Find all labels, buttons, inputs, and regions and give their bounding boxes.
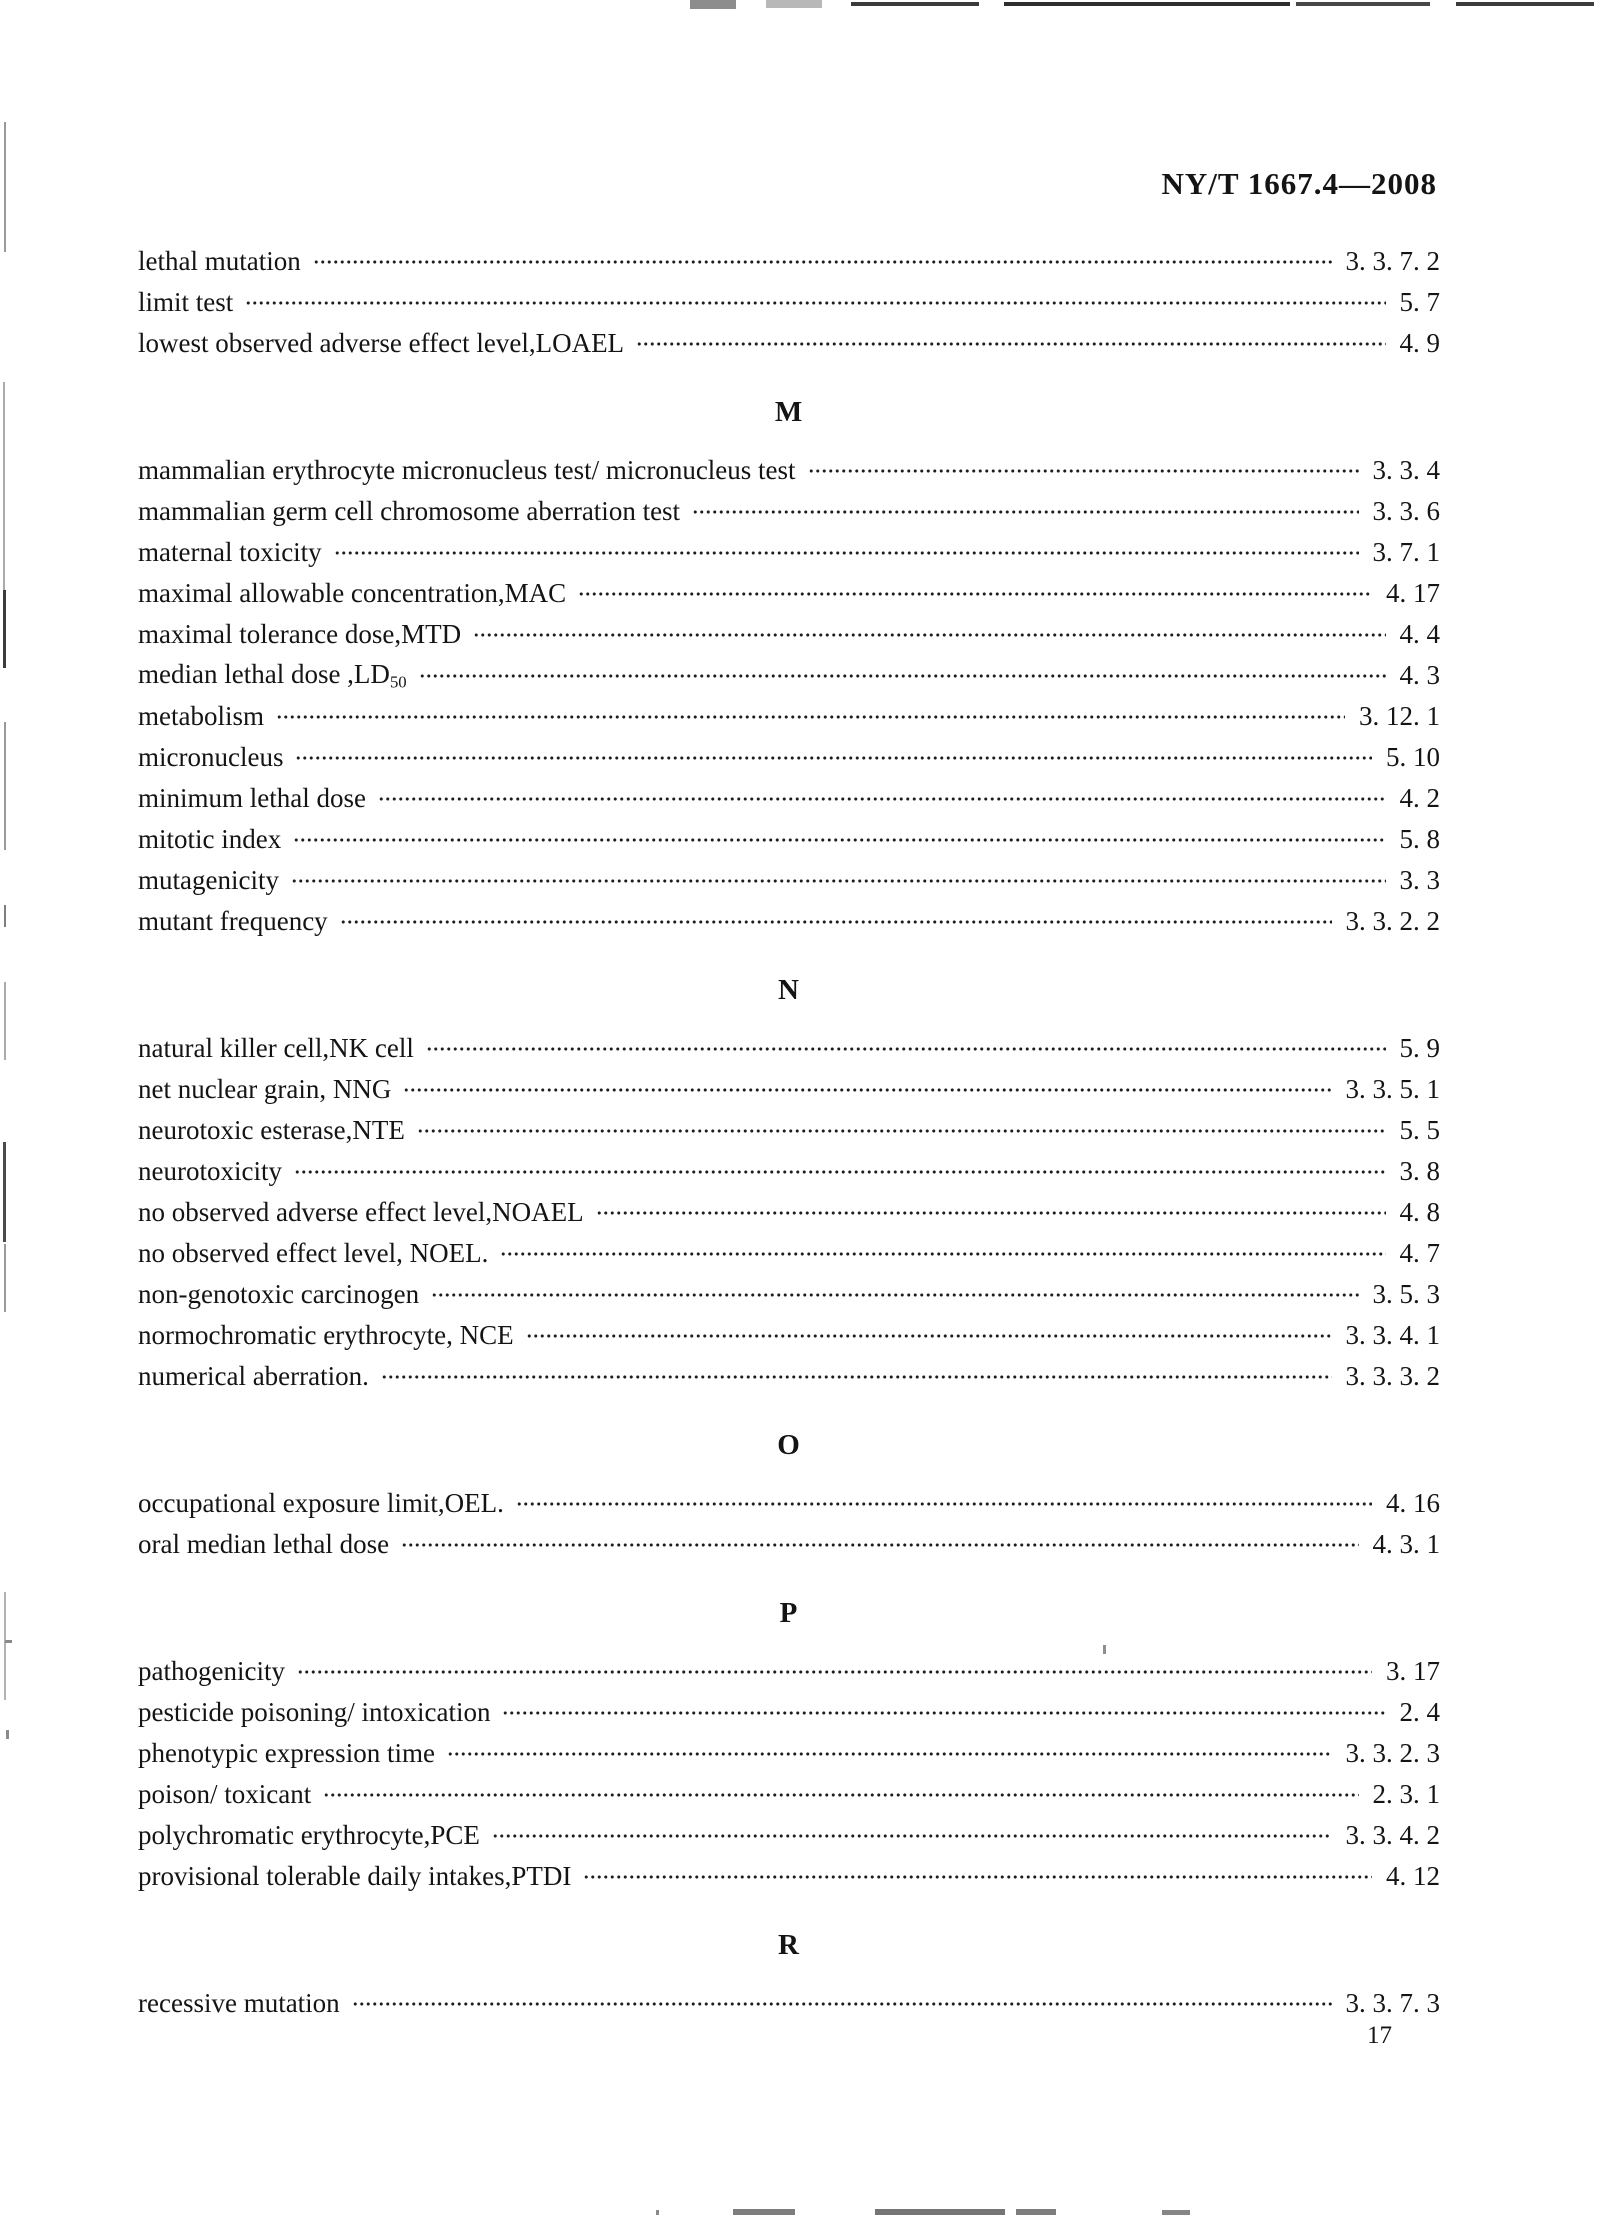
entry-ref: 3. 3. 7. 3: [1345, 1988, 1440, 2018]
index-list: [138, 241, 1440, 2024]
dotted-leader: [276, 712, 1345, 722]
index-entry: [138, 1315, 1440, 1356]
dotted-leader: [403, 1085, 1331, 1095]
entry-ref: 3. 3: [1399, 865, 1440, 895]
scan-artifact: [4, 1244, 6, 1312]
dotted-leader: [297, 1667, 1372, 1677]
entry-term: mutagenicity: [138, 865, 279, 895]
entry-ref: 4. 16: [1386, 1488, 1440, 1518]
entry-term: maximal tolerance dose,MTD: [138, 619, 462, 649]
section-letter: P: [779, 1597, 799, 1629]
entry-ref: 5. 8: [1399, 824, 1440, 854]
dotted-leader: [294, 1167, 1386, 1177]
index-entry: [138, 1733, 1440, 1774]
scan-artifact: [4, 1592, 6, 1700]
scan-artifact: [4, 722, 6, 850]
entry-ref: 2. 3. 1: [1372, 1779, 1440, 1809]
index-entry: [138, 1983, 1440, 2024]
entry-term: recessive mutation: [138, 1988, 340, 2018]
dotted-leader: [578, 589, 1372, 599]
entry-term: natural killer cell,NK cell: [138, 1033, 414, 1063]
dotted-leader: [492, 1831, 1332, 1841]
dotted-leader: [426, 1044, 1386, 1054]
scan-artifact: [1016, 2209, 1056, 2215]
scan-artifact: [1296, 2, 1430, 6]
scan-artifact: [733, 2209, 795, 2215]
entry-term: mitotic index: [138, 824, 282, 854]
scan-artifact: [3, 1142, 6, 1242]
index-entry: [138, 1028, 1440, 1069]
entry-ref: 4. 4: [1399, 619, 1440, 649]
entry-term: mutant frequency: [138, 906, 328, 936]
index-entry: [138, 1233, 1440, 1274]
section-letter: N: [778, 974, 800, 1006]
dotted-leader: [636, 339, 1385, 349]
scan-artifact: [1004, 2, 1290, 6]
dotted-leader: [401, 1540, 1358, 1550]
entry-term: no observed adverse effect level,NOAEL: [138, 1197, 584, 1227]
entry-term: mammalian germ cell chromosome aberration test: [138, 496, 681, 526]
entry-term: limit test: [138, 287, 234, 317]
index-entry: [138, 655, 1440, 696]
dotted-leader: [334, 548, 1359, 558]
entry-ref: 4. 17: [1386, 578, 1440, 608]
entry-ref: 5. 5: [1399, 1115, 1440, 1145]
entry-term: occupational exposure limit,OEL.: [138, 1488, 504, 1518]
entry-ref: 3. 7. 1: [1372, 537, 1440, 567]
index-entry: [138, 696, 1440, 737]
dotted-leader: [293, 835, 1385, 845]
scan-artifact: [4, 905, 6, 927]
entry-ref: 3. 3. 2. 3: [1345, 1738, 1440, 1768]
entry-term: no observed effect level, NOEL.: [138, 1238, 489, 1268]
dotted-leader: [323, 1790, 1358, 1800]
index-entry: [138, 1524, 1440, 1565]
entry-ref: 3. 3. 2. 2: [1345, 906, 1440, 936]
entry-ref: 3. 3. 7. 2: [1345, 246, 1440, 276]
scan-artifact: [4, 982, 6, 1060]
entry-term: minimum lethal dose: [138, 783, 366, 813]
entry-ref: 3. 17: [1386, 1656, 1440, 1686]
entry-ref: 3. 12. 1: [1359, 701, 1440, 731]
index-entry: [138, 1483, 1440, 1524]
section-letter: M: [774, 396, 804, 428]
index-entry: [138, 1815, 1440, 1856]
entry-ref: 3. 8: [1399, 1156, 1440, 1186]
dotted-leader: [419, 671, 1386, 681]
scan-artifact: [1456, 2, 1594, 6]
section-letter: R: [778, 1929, 800, 1961]
entry-term: numerical aberration.: [138, 1361, 369, 1391]
dotted-leader: [340, 917, 1332, 927]
doc-number: NY/T 1667.4—2008: [1161, 166, 1437, 201]
entry-term: poison/ toxicant: [138, 1779, 312, 1809]
index-entry: [138, 1651, 1440, 1692]
entry-term: median lethal dose $,LD_{50}$: [138, 658, 407, 692]
section-letter: O: [777, 1429, 801, 1461]
entry-term: neurotoxic esterase,NTE: [138, 1115, 405, 1145]
scan-artifact: [4, 122, 6, 252]
dotted-leader: [692, 507, 1358, 517]
index-entry: [138, 1151, 1440, 1192]
scan-artifact: [875, 2209, 1005, 2215]
entry-ref: 4. 7: [1399, 1238, 1440, 1268]
dotted-leader: [295, 753, 1372, 763]
scan-artifact: [3, 382, 5, 590]
entry-term: normochromatic erythrocyte, NCE: [138, 1320, 514, 1350]
entry-ref: 5. 9: [1399, 1033, 1440, 1063]
index-entry: [138, 573, 1440, 614]
entry-term: net nuclear grain, NNG: [138, 1074, 392, 1104]
index-entry: [138, 450, 1440, 491]
entry-term: mammalian erythrocyte micronucleus test/ micronucleus test: [138, 455, 796, 485]
dotted-leader: [500, 1249, 1385, 1259]
dotted-leader: [516, 1499, 1372, 1509]
entry-ref: 3. 3. 3. 2: [1345, 1361, 1440, 1391]
index-entry: [138, 1192, 1440, 1233]
scan-artifact: [851, 2, 979, 6]
scan-artifact: [3, 590, 6, 668]
entry-term: oral median lethal dose: [138, 1529, 390, 1559]
entry-term: phenotypic expression time: [138, 1738, 435, 1768]
entry-term: micronucleus: [138, 742, 284, 772]
entry-term: polychromatic erythrocyte,PCE: [138, 1820, 480, 1850]
entry-ref: 3. 3. 4: [1372, 455, 1440, 485]
dotted-leader: [447, 1749, 1332, 1759]
scan-artifact: [656, 2210, 659, 2215]
index-entry: [138, 1069, 1440, 1110]
index-entry: [138, 614, 1440, 655]
dotted-leader: [473, 630, 1385, 640]
entry-term: provisional tolerable daily intakes,PTDI: [138, 1861, 572, 1891]
entry-ref: 4. 3. 1: [1372, 1529, 1440, 1559]
scan-artifact: [5, 1640, 12, 1643]
index-entry: [138, 491, 1440, 532]
entry-ref: 4. 12: [1386, 1861, 1440, 1891]
index-entry: [138, 1274, 1440, 1315]
entry-term: lethal mutation: [138, 246, 301, 276]
dotted-leader: [381, 1372, 1332, 1382]
index-entry: [138, 241, 1440, 282]
dotted-leader: [526, 1331, 1332, 1341]
entry-ref: 4. 9: [1399, 328, 1440, 358]
entry-term: lowest observed adverse effect level,LOAEL: [138, 328, 625, 358]
index-entry: [138, 282, 1440, 323]
page-number: 17: [1367, 2022, 1392, 2049]
dotted-leader: [502, 1708, 1385, 1718]
index-entry: [138, 1692, 1440, 1733]
entry-ref: 3. 3. 4. 2: [1345, 1820, 1440, 1850]
dotted-leader: [291, 876, 1386, 886]
entry-term: non-genotoxic carcinogen: [138, 1279, 420, 1309]
index-entry: [138, 323, 1440, 364]
scan-artifact: [766, 0, 822, 8]
entry-ref: 2. 4: [1399, 1697, 1440, 1727]
index-entry: [138, 901, 1440, 942]
entry-ref: 3. 3. 5. 1: [1345, 1074, 1440, 1104]
index-entry: [138, 778, 1440, 819]
entry-term: pathogenicity: [138, 1656, 285, 1686]
scan-artifact: [1162, 2210, 1190, 2215]
index-entry: [138, 737, 1440, 778]
entry-ref: 3. 5. 3: [1372, 1279, 1440, 1309]
dotted-leader: [245, 298, 1385, 308]
index-entry: [138, 1356, 1440, 1397]
entry-term: neurotoxicity: [138, 1156, 282, 1186]
index-entry: [138, 819, 1440, 860]
scan-artifact: [6, 1730, 9, 1739]
entry-ref: 3. 3. 4. 1: [1345, 1320, 1440, 1350]
dotted-leader: [352, 1999, 1332, 2009]
dotted-leader: [313, 257, 1332, 267]
entry-ref: 3. 3. 6: [1372, 496, 1440, 526]
entry-term: metabolism: [138, 701, 264, 731]
entry-ref: 4. 3: [1399, 660, 1440, 690]
entry-term: pesticide poisoning/ intoxication: [138, 1697, 491, 1727]
scan-artifact: [690, 0, 736, 9]
entry-term-subscript: 50: [389, 672, 407, 692]
entry-ref: 5. 7: [1399, 287, 1440, 317]
index-entry: [138, 1856, 1440, 1897]
index-entry: [138, 860, 1440, 901]
dotted-leader: [431, 1290, 1358, 1300]
entry-term: maximal allowable concentration,MAC: [138, 578, 567, 608]
dotted-leader: [808, 466, 1359, 476]
entry-ref: 5. 10: [1386, 742, 1440, 772]
index-entry: [138, 1774, 1440, 1815]
entry-ref: 4. 8: [1399, 1197, 1440, 1227]
entry-term: maternal toxicity: [138, 537, 322, 567]
dotted-leader: [378, 794, 1386, 804]
dotted-leader: [583, 1872, 1372, 1882]
dotted-leader: [596, 1208, 1386, 1218]
index-entry: [138, 532, 1440, 573]
dotted-leader: [417, 1126, 1386, 1136]
entry-ref: 4. 2: [1399, 783, 1440, 813]
index-entry: [138, 1110, 1440, 1151]
